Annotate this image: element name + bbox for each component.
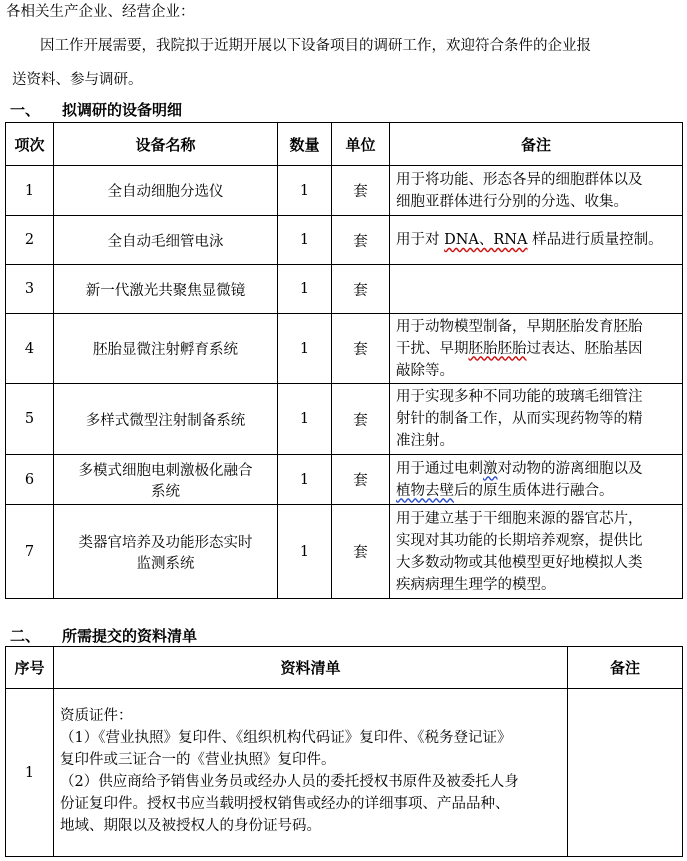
row-unit: 套 [332,505,390,599]
intro-paragraph-line2: 送资料、参与调研。 [12,72,143,88]
spellcheck-underline: 激 [483,460,498,477]
row-index: 6 [6,455,54,505]
row-note: 用于通过电刺激对动物的游离细胞以及 植物去壁后的原生质体进行融合。 [390,455,683,505]
header-index: 项次 [6,123,54,166]
row-index: 2 [6,216,54,265]
salutation: 各相关生产企业、经营企业： [6,4,195,20]
row-equipment-name: 全自动细胞分选仪 [54,166,278,216]
section2-heading [10,626,197,646]
row-serial: 1 [6,689,54,857]
row-equipment-name: 多模式细胞电刺激极化融合 系统 [54,455,278,505]
equipment-table [5,122,683,599]
row-equipment-name: 类器官培养及功能形态实时 监测系统 [54,505,278,599]
header-note: 备注 [390,123,683,166]
row-note [390,265,683,314]
row-note: 用于将功能、形态各异的细胞群体以及 细胞亚群体进行分别的分选、收集。 [390,166,683,216]
spellcheck-underline: 胚胎胚胎 [468,340,527,357]
row-unit: 套 [332,166,390,216]
row-note: 用于对 DNA、RNA 样品进行质量控制。 [390,216,683,265]
row-quantity: 1 [278,384,332,455]
row-note: 用于建立基于干细胞来源的器官芯片， 实现对其功能的长期培养观察，提供比 大多数动物或其他模型更好地模拟人类 疾病病理生理学的模型。 [390,505,683,599]
section2-number: 二、 [10,627,41,645]
table-row [6,314,683,384]
table-row [6,265,683,314]
row-equipment-name: 新一代激光共聚焦显微镜 [54,265,278,314]
spellcheck-underline: 植物去壁 [396,482,454,499]
row-quantity: 1 [278,166,332,216]
row-index: 1 [6,166,54,216]
row-note: 用于实现多种不同功能的玻璃毛细管注 射针的制备工作，从而实现药物等的精 准注射。 [390,384,683,455]
row-equipment-name: 胚胎显微注射孵育系统 [54,314,278,384]
row-equipment-name: 全自动毛细管电泳 [54,216,278,265]
row-quantity: 1 [278,216,332,265]
row-index: 7 [6,505,54,599]
row-unit: 套 [332,314,390,384]
row-unit: 套 [332,455,390,505]
section1-number: 一、 [10,101,41,119]
header-quantity: 数量 [278,123,332,166]
row-index: 5 [6,384,54,455]
row-note: 用于动物模型制备，早期胚胎发育胚胎 干扰、早期胚胎胚胎过表达、胚胎基因 敲除等。 [390,314,683,384]
section2-title: 所需提交的资料清单 [62,627,198,645]
table-row [6,505,683,599]
header-serial: 序号 [6,647,54,689]
section1-heading [10,100,182,120]
row-document-content: 资质证件： （1）《营业执照》复印件、《组织机构代码证》复印件、《税务登记证》 复印件或三证合一的《营业执照》复印件。 （2）供应商给予销售业务员或经办人员的委托授权书原件及被委托人身 份证复印件。授权书应当载明授权销售或经办的详细事项、产品品种、 地域、期限以及被授权人的身份证号码。 [54,689,568,857]
intro-paragraph-line1: 因工作开展需要，我院拟于近期开展以下设备项目的调研工作，欢迎符合条件的企业报 [40,38,591,54]
spellcheck-underline: DNA、RNA [444,232,528,248]
row-equipment-name: 多样式微型注射制备系统 [54,384,278,455]
row-remark [568,689,683,857]
row-index: 4 [6,314,54,384]
documents-table [5,646,683,857]
table-row [6,455,683,505]
header-document-list: 资料清单 [54,647,568,689]
row-quantity: 1 [278,505,332,599]
header-remark: 备注 [568,647,683,689]
row-quantity: 1 [278,314,332,384]
row-unit: 套 [332,265,390,314]
row-quantity: 1 [278,265,332,314]
header-unit: 单位 [332,123,390,166]
section1-title: 拟调研的设备明细 [62,101,183,119]
header-equipment-name: 设备名称 [54,123,278,166]
row-quantity: 1 [278,455,332,505]
table-row [6,216,683,265]
row-unit: 套 [332,384,390,455]
row-index: 3 [6,265,54,314]
table-row [6,384,683,455]
table-row [6,166,683,216]
row-unit: 套 [332,216,390,265]
table-row [6,689,683,857]
